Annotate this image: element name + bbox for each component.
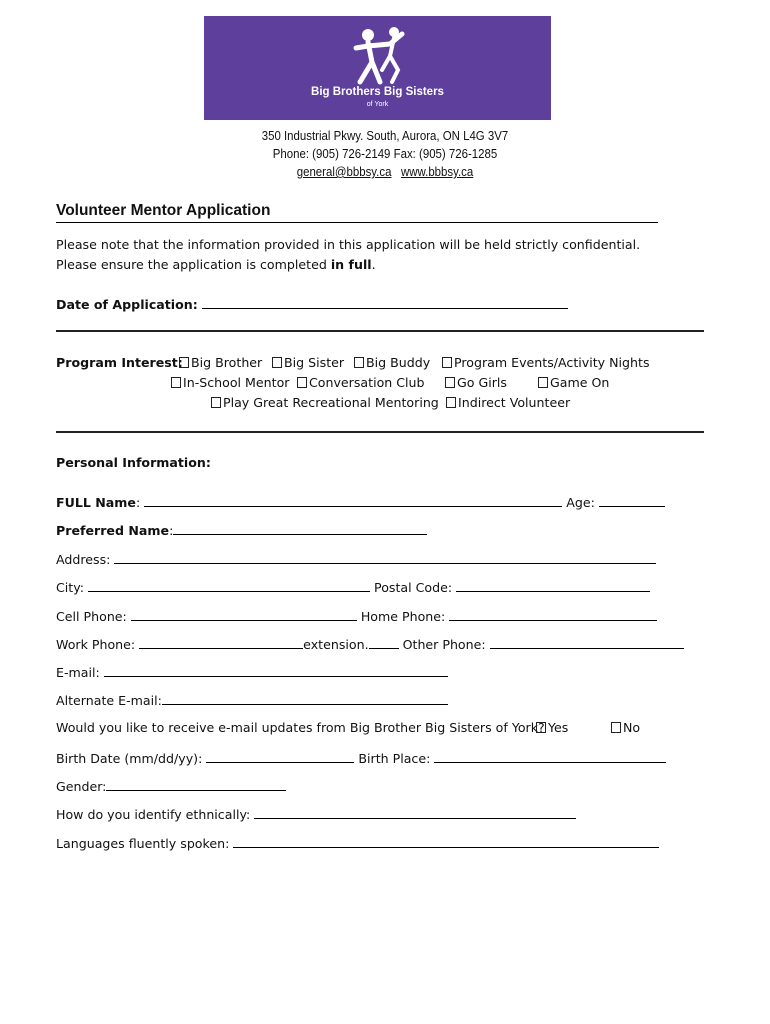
phone-row: Cell Phone: Home Phone: (56, 607, 657, 624)
checkbox-icon (354, 357, 364, 368)
home-phone-field[interactable] (449, 607, 657, 621)
checkbox-updates-yes[interactable]: Yes (536, 720, 568, 735)
organization-logo (204, 16, 551, 120)
city-field[interactable] (88, 578, 370, 592)
checkbox-play-great[interactable]: Play Great Recreational Mentoring (211, 395, 439, 410)
date-label: Date of Application: (56, 297, 198, 312)
birth-row: Birth Date (mm/dd/yy): Birth Place: (56, 749, 666, 766)
checkbox-big-buddy[interactable]: Big Buddy (354, 355, 430, 370)
page-title: Volunteer Mentor Application (56, 202, 658, 223)
gender-field[interactable] (106, 777, 286, 791)
figures-logo-icon (346, 26, 410, 88)
checkbox-program-events[interactable]: Program Events/Activity Nights (442, 355, 650, 370)
email-link[interactable]: general@bbbsy.ca (296, 164, 392, 179)
checkbox-icon (445, 377, 455, 388)
birth-date-field[interactable] (206, 749, 354, 763)
complete-note: Please ensure the application is completed in full. (56, 257, 376, 272)
ethnicity-field[interactable] (254, 805, 576, 819)
email-row: E-mail: (56, 663, 448, 680)
full-name-row: FULL Name: Age: (56, 493, 665, 510)
email-field[interactable] (104, 663, 448, 677)
languages-field[interactable] (233, 834, 659, 848)
postal-code-field[interactable] (456, 578, 650, 592)
website-link[interactable]: www.bbbsy.ca (400, 164, 474, 179)
preferred-name-field[interactable] (173, 521, 427, 535)
cell-phone-field[interactable] (131, 607, 357, 621)
city-row: City: Postal Code: (56, 578, 650, 595)
languages-row: Languages fluently spoken: (56, 834, 659, 851)
alt-email-field[interactable] (162, 691, 448, 705)
email-updates-question: Would you like to receive e-mail updates from Big Brother Big Sisters of York? (56, 720, 545, 735)
street-address: 350 Industrial Pkwy. South, Aurora, ON L4G 3V7 (261, 128, 509, 143)
checkbox-big-sister[interactable]: Big Sister (272, 355, 344, 370)
checkbox-game-on[interactable]: Game On (538, 375, 609, 390)
checkbox-icon (611, 722, 621, 733)
other-phone-field[interactable] (490, 635, 684, 649)
checkbox-icon (442, 357, 452, 368)
checkbox-indirect-volunteer[interactable]: Indirect Volunteer (446, 395, 570, 410)
address-field[interactable] (114, 550, 656, 564)
address-row: Address: (56, 550, 656, 567)
checkbox-icon (171, 377, 181, 388)
program-interest-label: Program Interest: (56, 355, 183, 370)
checkbox-icon (538, 377, 548, 388)
date-field[interactable] (202, 295, 568, 309)
birth-place-field[interactable] (434, 749, 666, 763)
personal-info-heading: Personal Information: (56, 455, 211, 470)
gender-row: Gender: (56, 777, 286, 794)
checkbox-icon (179, 357, 189, 368)
work-phone-field[interactable] (139, 635, 303, 649)
age-field[interactable] (599, 493, 665, 507)
date-row (56, 295, 568, 312)
checkbox-go-girls[interactable]: Go Girls (445, 375, 507, 390)
logo-name: Big Brothers Big Sisters (311, 86, 444, 98)
checkbox-conversation-club[interactable]: Conversation Club (297, 375, 425, 390)
checkbox-icon (211, 397, 221, 408)
checkbox-icon (536, 722, 546, 733)
phone-fax: Phone: (905) 726-2149 Fax: (905) 726-1285 (272, 146, 498, 161)
section-divider (56, 431, 704, 433)
alt-email-row: Alternate E-mail: (56, 691, 448, 708)
work-phone-row: Work Phone: extension. Other Phone: (56, 635, 684, 652)
logo-subtitle: of York (366, 101, 389, 108)
checkbox-icon (297, 377, 307, 388)
preferred-name-row: Preferred Name: (56, 521, 427, 538)
contact-links (46, 164, 724, 179)
section-divider (56, 330, 704, 332)
extension-field[interactable] (369, 635, 399, 649)
full-name-field[interactable] (144, 493, 562, 507)
checkbox-in-school-mentor[interactable]: In-School Mentor (171, 375, 289, 390)
checkbox-big-brother[interactable]: Big Brother (179, 355, 262, 370)
checkbox-updates-no[interactable]: No (611, 720, 640, 735)
checkbox-icon (446, 397, 456, 408)
checkbox-icon (272, 357, 282, 368)
confidential-note: Please note that the information provided in this application will be held strictly confidential. (56, 237, 641, 252)
ethnicity-row: How do you identify ethnically: (56, 805, 576, 822)
